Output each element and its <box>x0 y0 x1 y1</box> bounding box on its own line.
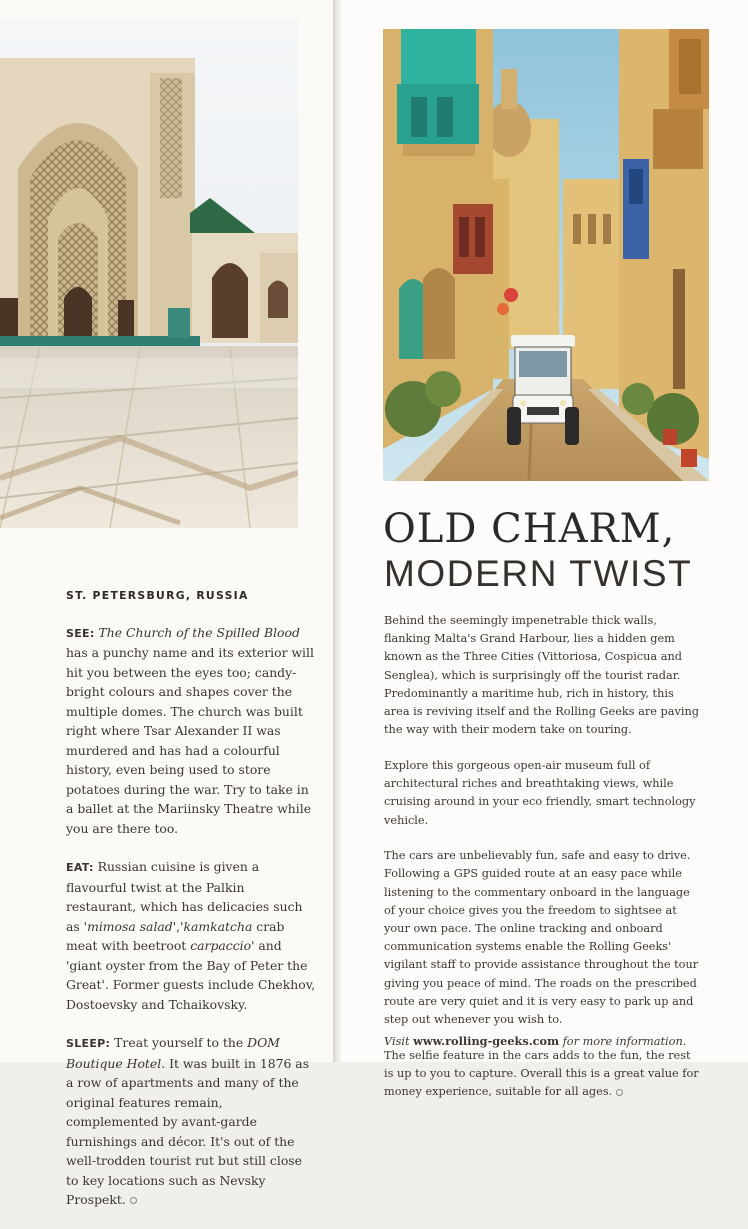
street-illustration <box>383 29 709 481</box>
eat-text-4: ' and 'giant oyster from the Bay of Peter the Great'. Former guests include Chekhov, Dostoevsky and Tchaikovsky. <box>66 938 316 1012</box>
body-paragraph-text: The selfie feature in the cars adds to the fun, the rest is up to you to capture. Overall this is a great value for money experience, suitable for all ages. <box>384 1048 699 1099</box>
eat-dish-2: kamkatcha <box>183 918 253 934</box>
body-paragraph: The cars are unbelievably fun, safe and easy to drive. Following a GPS guided route at an easy pace while listening to the commentary onboard in the language of your choice gives you the freedom to sightsee at your own pace. The online tracking and onboard communication systems enable the Rolling Geeks' vigilant staff to provide assistance throughout the tour giving you peace of mind. The roads on the prescribed route are very quiet and it is very easy to park up and step out whenever you wish to. <box>384 849 699 1027</box>
malta-street-photo <box>383 29 709 481</box>
page-gutter <box>333 0 341 1062</box>
eat-dish-1: mimosa salad <box>87 918 173 934</box>
sleep-label: SLEEP: <box>66 1037 111 1050</box>
left-column <box>66 586 318 1229</box>
eat-text-2: ',' <box>172 918 184 934</box>
see-text: has a punchy name and its exterior will hit you between the eyes too; candy-bright colours and shapes cover the multiple domes. The church was built right where Tsar Alexander II was murdered and has had a colourful history, even being used to store potatoes during the war. Try to take in a ballet at the Mariinsky Theatre while you are there too. <box>66 645 314 836</box>
sleep-text-1: Treat yourself to the <box>110 1035 248 1050</box>
sleep-hotel: DOM Boutique Hotel <box>66 1035 280 1071</box>
see-paragraph <box>66 623 318 839</box>
body-paragraph: Explore this gorgeous open-air museum full of architectural riches and breathtaking views, while cruising around in your eco friendly, smart technology vehicle. <box>384 758 696 827</box>
visit-suffix: for more information. <box>559 1035 687 1048</box>
see-title: The Church of the Spilled Blood <box>98 624 300 640</box>
eat-dish-3: carpaccio <box>190 938 252 953</box>
mosque-photo <box>0 18 298 528</box>
eat-paragraph <box>66 857 318 1014</box>
end-mark-icon <box>130 1197 137 1204</box>
headline-line-1: OLD CHARM, <box>383 506 676 552</box>
end-mark-icon <box>616 1089 623 1096</box>
eat-text-3: crab meat with beetroot <box>66 918 285 953</box>
see-label: SEE: <box>66 626 95 640</box>
visit-prefix: Visit <box>384 1035 414 1048</box>
city-heading: ST. PETERSBURG, RUSSIA <box>66 589 249 602</box>
headline-line-2: MODERN TWIST <box>384 553 693 594</box>
eat-label: EAT: <box>66 861 94 874</box>
sleep-text-2: . It was built in 1876 as a row of apartments and many of the original features remain, complemented by avant-garde furnishings and décor. It's out of the well-trodden tourist rut but still close to key locations such as Nevsky Prospekt. <box>66 1055 310 1207</box>
visit-url-link[interactable]: www.rolling-geeks.com <box>413 1034 560 1048</box>
eat-text-1: Russian cuisine is given a flavourful twist at the Palkin restaurant, which has delicacies such as ' <box>66 859 303 934</box>
body-paragraph-last <box>384 1047 702 1102</box>
visit-line <box>384 1034 704 1048</box>
sleep-paragraph <box>66 1033 318 1210</box>
mosque-illustration <box>0 18 298 528</box>
body-paragraph: Behind the seemingly impenetrable thick walls, flanking Malta's Grand Harbour, lies a hidden gem known as the Three Cities (Vittoriosa, Cospicua and Senglea), which is surprisingly off the tourist radar. Predominantly a maritime hub, rich in history, this area is reviving itself and the Rolling Geeks are paving the way with their modern take on touring. <box>384 614 700 737</box>
